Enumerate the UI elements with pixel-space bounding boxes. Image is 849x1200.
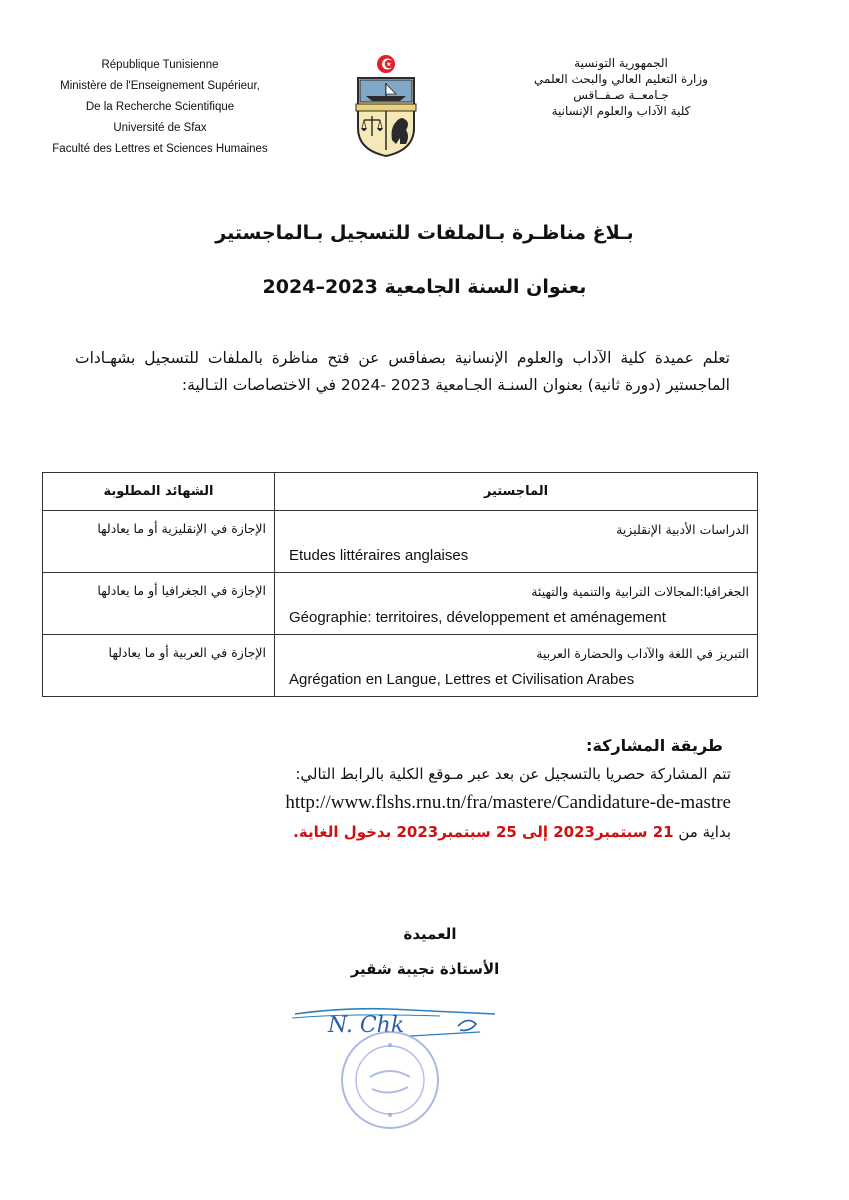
signatory-title: العميدة — [403, 925, 457, 943]
master-name-arabic: الدراسات الأدبية الإنقليزية — [616, 522, 749, 537]
participation-dates — [71, 818, 731, 846]
header-arabic-line: الجمهورية التونسية — [574, 56, 668, 70]
participation-title: طريقة المشاركة: — [586, 736, 723, 755]
master-name-french: Etudes littéraires anglaises — [288, 547, 469, 564]
required-degree: الإجازة في الجغرافيا أو ما يعادلها — [97, 583, 266, 598]
registration-link[interactable]: http://www.flshs.rnu.tn/fra/mastere/Candidature-de-mastre — [285, 792, 731, 813]
header-french-line: Ministère de l'Enseignement Supérieur, — [60, 80, 260, 92]
master-cell — [274, 511, 757, 573]
signatory-name: الأستاذة نجيبة شقير — [350, 960, 500, 978]
required-degree: الإجازة في الإنقليزية أو ما يعادلها — [97, 521, 266, 536]
masters-table — [42, 472, 758, 697]
header-arabic-line: جـامعــة صـفــاقس — [573, 88, 669, 102]
table-header-master: الماجستير — [274, 473, 757, 511]
table-row — [43, 635, 758, 697]
document-title: بـلاغ مناظـرة بـالملفات للتسجيل بـالماجستير — [215, 222, 634, 244]
master-name-french: Agrégation en Langue, Lettres et Civilisation Arabes — [288, 671, 635, 688]
header-arabic-line: وزارة التعليم العالي والبحث العلمي — [534, 72, 708, 86]
table-row — [43, 511, 758, 573]
header-french-block — [30, 55, 290, 160]
header-arabic-line: كلية الآداب والعلوم الإنسانية — [551, 104, 691, 118]
dates-highlight: 21 سبتمبر2023 إلى 25 سبتمبر2023 بدخول الغاية. — [293, 823, 674, 841]
header-french-line: De la Recherche Scientifique — [85, 101, 235, 113]
participation-section — [71, 732, 731, 846]
master-name-arabic: الجغرافيا:المجالات الترابية والتنمية والتهيئة — [531, 584, 749, 599]
document-subtitle: بعنوان السنة الجامعية 2023–2024 — [262, 276, 587, 298]
tunisia-coat-of-arms-icon — [350, 50, 422, 160]
header-arabic-block — [511, 55, 731, 119]
table-header-row — [43, 473, 758, 511]
master-name-french: Géographie: territoires, développement et aménagement — [288, 609, 666, 626]
header-french-line: Faculté des Lettres et Sciences Humaines — [52, 143, 268, 155]
intro-paragraph: تعلم عميدة كلية الآداب والعلوم الإنسانية بصفاقس عن فتح مناظرة بالملفات للتسجيل بشهـادات الماجستير (دورة ثانية) بعنوان السنـة الجـامعية 2023 -2024 في الاختصاصات التـالية: — [75, 349, 730, 394]
participation-instructions: تتم المشاركة حصريا بالتسجيل عن بعد عبر مـوقع الكلية بالرابط التالي: — [295, 765, 731, 783]
signature-text: N. Chk — [328, 1013, 405, 1038]
official-stamp-icon — [330, 1025, 450, 1135]
degree-cell — [43, 573, 275, 635]
table-row — [43, 573, 758, 635]
master-cell — [274, 635, 757, 697]
master-cell — [274, 573, 757, 635]
header-french-line: République Tunisienne — [101, 59, 219, 71]
header-french-line: Université de Sfax — [113, 122, 207, 134]
table-header-degrees: الشهائد المطلوبة — [43, 473, 275, 511]
required-degree: الإجازة في العربية أو ما يعادلها — [108, 645, 266, 660]
degree-cell — [43, 635, 275, 697]
dates-prefix: بداية من — [673, 823, 731, 841]
master-name-arabic: التبريز في اللغة والآداب والحضارة العربية — [536, 646, 749, 661]
degree-cell — [43, 511, 275, 573]
